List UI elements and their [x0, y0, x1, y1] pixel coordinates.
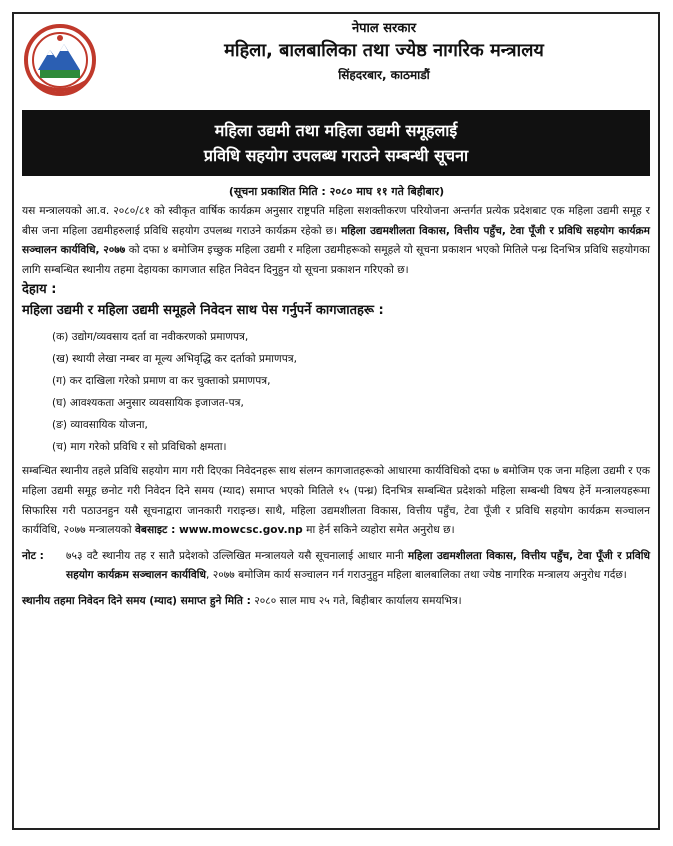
publication-date: (सूचना प्रकाशित मिति : २०८० माघ ११ गते बिहीबार): [228, 185, 445, 198]
list-item: (ख) स्थायी लेखा नम्बर वा मूल्य अभिवृद्धि कर दर्ताको प्रमाणपत्र,: [52, 353, 297, 366]
recommendation-paragraph: [22, 462, 650, 540]
deadline-paragraph: [22, 592, 650, 612]
intro-text-2: को दफा ४ बमोजिम इच्छुक महिला उद्यमी र महिला उद्यमीहरूको समूहले यो सूचना प्रकाशन भएको मितिले पन्ध्र दिनभित्र प्रविधि सहयोगका लागि सम्बन्धित स्थानीय तहमा देहायका कागजात सहित निवेदन दिनुहुन यो सूचना प्रकाशन गरिएको छ।: [22, 244, 650, 276]
list-item: (क) उद्योग/व्यवसाय दर्ता वा नवीकरणको प्रमाणपत्र,: [52, 331, 249, 344]
ministry-address: सिंहदरबार, काठमाडौं: [338, 68, 430, 82]
documents-list: [52, 326, 650, 458]
notice-body: [22, 202, 650, 612]
website-link[interactable]: वेबसाइट : www.mowcsc.gov.np: [135, 524, 303, 537]
notice-title-banner: [22, 110, 650, 176]
intro-bold-procedure: महिला उद्यमशीलता विकास, वित्तीय पहुँच, टेवा पूँजी र प्रविधि सहयोग कार्यक्रम सञ्चालन कार्यविधि, २०७७: [22, 224, 650, 257]
nepal-government-emblem: [24, 24, 96, 98]
recommendation-text-2: मा हेर्न सकिने व्यहोरा समेत अनुरोध छ।: [302, 524, 455, 537]
dehay-heading: देहाय :: [22, 282, 57, 298]
intro-text-1: यस मन्त्रालयको आ.व. २०८०/८१ को स्वीकृत वार्षिक कार्यक्रम अनुसार राष्ट्रपति महिला सशक्तीकरण परियोजना अन्तर्गत प्रत्येक प्रदेशबाट एक महिला उद्यमी समूह र बीस जना महिला उद्यमीहरुलाई प्रविधि सहयोग उपलब्ध गराउने कार्यक्रम रहेको छ।: [22, 205, 650, 237]
note-text-1: ७५३ वटै स्थानीय तह र सातै प्रदेशको उल्लिखित मन्त्रालयले यसै सूचनालाई आधार मानी: [66, 549, 408, 562]
documents-heading: महिला उद्यमी र महिला उद्यमी समूहले निवेदन साथ पेस गर्नुपर्ने कागजातहरू :: [22, 303, 384, 319]
letterhead: [104, 18, 644, 83]
list-item: (ग) कर दाखिला गरेको प्रमाण वा कर चुक्ताको प्रमाणपत्र,: [52, 375, 271, 388]
intro-paragraph: [22, 202, 650, 280]
list-item: (घ) आवश्यकता अनुसार व्यवसायिक इजाजत-पत्र,: [52, 397, 244, 410]
recommendation-text-1: सम्बन्धित स्थानीय तहले प्रविधि सहयोग माग गरी दिएका निवेदनहरू साथ संलग्न कागजातहरूको आधारमा कार्यविधिको दफा ७ बमोजिम एक जना महिला उद्यमी र एक महिला उद्यमी समूह छनोट गरी निवेदन दिने समय (म्याद) समाप्त भएको मितिले १५ (पन्ध्र) दिनभित्र सम्बन्धित प्रदेशको महिला सम्बन्धी विषय हेर्ने मन्त्रालयहरूमा सिफारिस गरी पठाउनहुन यसै सूचनाद्वारा जानकारी गराइन्छ। साथै, महिला उद्यमशीलता विकास, वित्तीय पहुँच, टेवा पूँजी र प्रविधि सहयोग कार्यक्रम सञ्चालन कार्यविधि, २०७७ मन्त्रालयको: [22, 465, 650, 537]
note-text-2: , २०७७ बमोजिम कार्य सञ्चालन गर्न गराउनुहुन महिला बालबालिका तथा ज्येष्ठ नागरिक मन्त्रालय अनुरोध गर्दछ।: [205, 569, 627, 582]
note-label: नोट :: [22, 549, 44, 562]
deadline-text: २०८० साल माघ २५ गते, बिहीबार कार्यालय समयभित्र।: [250, 594, 462, 607]
note-bold-procedure: महिला उद्यमशीलता विकास, वित्तीय पहुँच, टेवा पूँजी र प्रविधि सहयोग कार्यक्रम सञ्चालन कार्यविधि: [66, 549, 650, 582]
list-item: (च) माग गरेको प्रविधि र सो प्रविधिको क्षमता।: [52, 441, 227, 454]
deadline-label: स्थानीय तहमा निवेदन दिने समय (म्याद) समाप्त हुने मिति :: [22, 594, 251, 607]
note-paragraph: [22, 547, 650, 586]
list-item: (ङ) व्यावसायिक योजना,: [52, 419, 148, 432]
ministry-name: महिला, बालबालिका तथा ज्येष्ठ नागरिक मन्त्रालय: [224, 40, 544, 61]
title-line-1: महिला उद्यमी तथा महिला उद्यमी समूहलाई: [214, 121, 458, 140]
government-name: नेपाल सरकार: [351, 21, 417, 36]
title-line-2: प्रविधि सहयोग उपलब्ध गराउने सम्बन्धी सूचना: [203, 146, 469, 165]
